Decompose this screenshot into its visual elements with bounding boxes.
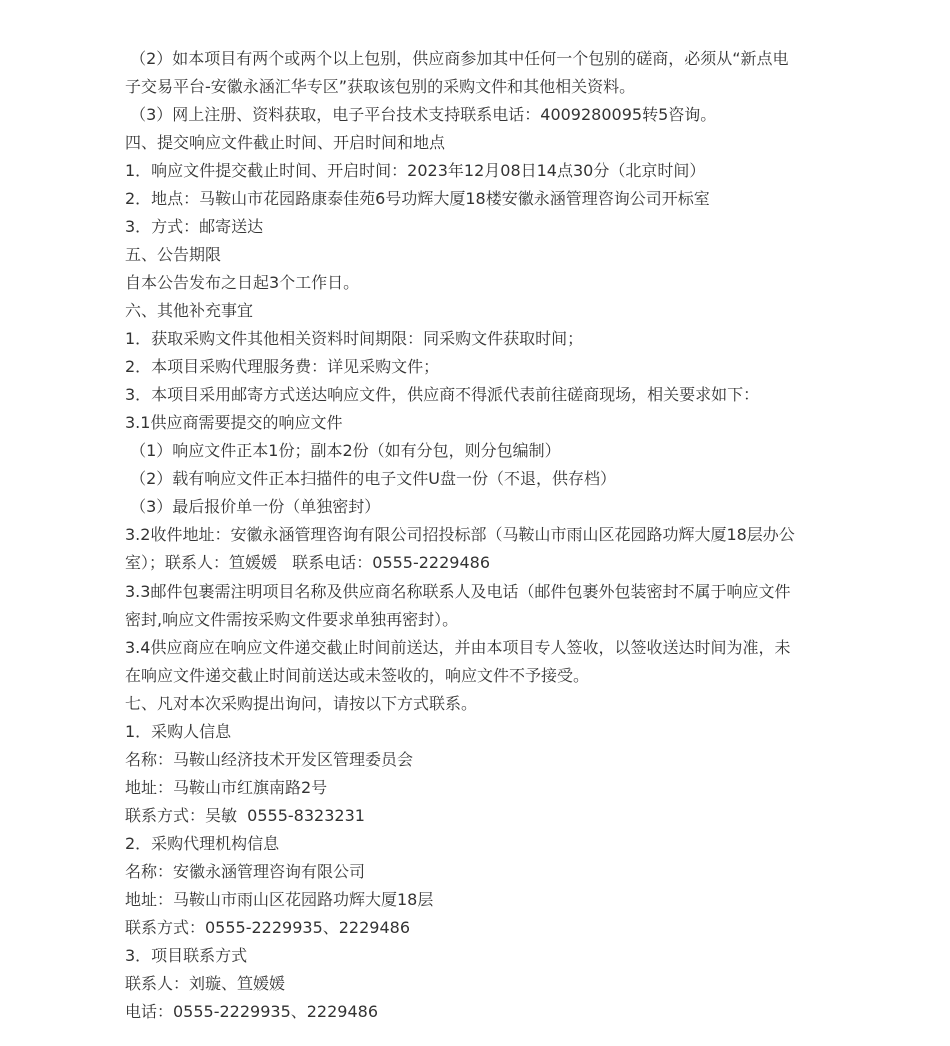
text-line: 3．方式：邮寄送达 — [125, 217, 264, 236]
text-line: 3.2收件地址：安徽永涵管理咨询有限公司招投标部（马鞍山市雨山区花园路功辉大厦18层办公 — [125, 525, 795, 544]
text-line: 自本公告发布之日起3个工作日。 — [125, 273, 360, 292]
text-line: 3．项目联系方式 — [125, 946, 248, 965]
text-line: 1．获取采购文件其他相关资料时间期限：同采购文件获取时间； — [125, 329, 584, 348]
text-line: 名称：马鞍山经济技术开发区管理委员会 — [125, 750, 414, 769]
section-heading: 七、凡对本次采购提出询问，请按以下方式联系。 — [125, 694, 478, 713]
text-line: 密封,响应文件需按采购文件要求单独再密封）。 — [125, 610, 459, 629]
text-line: 3.3邮件包裹需注明项目名称及供应商名称联系人及电话（邮件包裹外包装密封不属于响应文件 — [125, 582, 791, 601]
text-line: 名称：安徽永涵管理咨询有限公司 — [125, 862, 366, 881]
text-line: 2．本项目采购代理服务费：详见采购文件； — [125, 357, 440, 376]
section-heading: 五、公告期限 — [125, 245, 222, 264]
text-line: （3）网上注册、资料获取，电子平台技术支持联系电话：4009280095转5咨询。 — [125, 105, 717, 124]
text-line: 电话：0555-2229935、2229486 — [125, 1002, 379, 1021]
text-line: 地址：马鞍山市雨山区花园路功辉大厦18层 — [125, 890, 434, 909]
text-line: 2．地点：马鞍山市花园路康泰佳苑6号功辉大厦18楼安徽永涵管理咨询公司开标室 — [125, 189, 710, 208]
text-line: （2）如本项目有两个或两个以上包别，供应商参加其中任何一个包别的磋商，必须从“新点电 — [125, 49, 789, 68]
section-heading: 六、其他补充事宜 — [125, 301, 254, 320]
text-line: 1．采购人信息 — [125, 722, 232, 741]
text-line: 子交易平台-安徽永涵汇华专区”获取该包别的采购文件和其他相关资料。 — [125, 77, 636, 96]
text-line: （1）响应文件正本1份；副本2份（如有分包，则分包编制） — [125, 441, 561, 460]
text-line: 地址：马鞍山市红旗南路2号 — [125, 778, 328, 797]
text-line: （3）最后报价单一份（单独密封） — [125, 497, 381, 516]
section-heading: 四、提交响应文件截止时间、开启时间和地点 — [125, 133, 446, 152]
text-line: 联系人：刘璇、笪媛媛 — [125, 974, 286, 993]
text-line: 3．本项目采用邮寄方式送达响应文件，供应商不得派代表前往磋商现场，相关要求如下： — [125, 385, 760, 404]
text-line: 联系方式：吴敏 0555-8323231 — [125, 806, 365, 825]
text-line: 2．采购代理机构信息 — [125, 834, 280, 853]
text-line: 1．响应文件提交截止时间、开启时间：2023年12月08日14点30分（北京时间） — [125, 161, 706, 180]
text-line: 联系方式：0555-2229935、2229486 — [125, 918, 411, 937]
text-line: 在响应文件递交截止时间前送达或未签收的，响应文件不予接受。 — [125, 666, 590, 685]
text-line: （2）载有响应文件正本扫描件的电子文件U盘一份（不退，供存档） — [125, 469, 616, 488]
text-line: 3.1供应商需要提交的响应文件 — [125, 413, 343, 432]
text-line: 3.4供应商应在响应文件递交截止时间前送达，并由本项目专人签收，以签收送达时间为准，未 — [125, 638, 791, 657]
text-line: 室）；联系人：笪媛媛 联系电话：0555-2229486 — [125, 553, 491, 572]
